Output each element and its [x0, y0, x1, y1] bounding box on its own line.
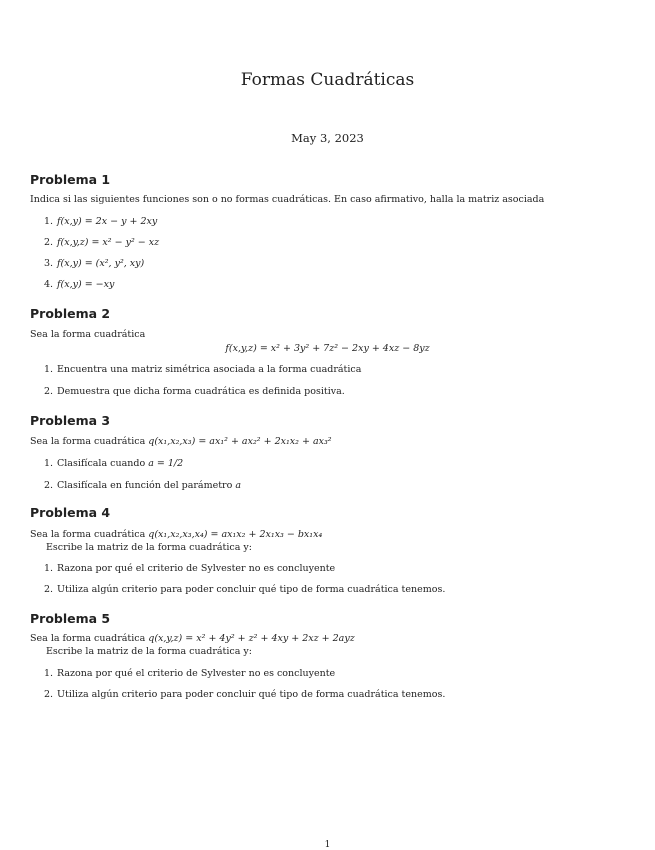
problem-3-item — [44, 458, 183, 469]
item-number: 2. — [44, 480, 54, 491]
intro-text: Sea la forma cuadrática — [30, 633, 146, 644]
problem-1-item — [44, 216, 157, 227]
item-math: f(x,y) = (x², y², xy) — [57, 258, 145, 269]
problem-2-item — [44, 386, 345, 397]
item-text: Utiliza algún criterio para poder concluir qué tipo de forma cuadrática tenemos. — [57, 584, 446, 595]
item-text: Demuestra que dicha forma cuadrática es definida positiva. — [57, 386, 345, 397]
problem-2-equation: f(x,y,z) = x² + 3y² + 7z² − 2xy + 4xz − 8yz — [225, 343, 430, 354]
item-number: 1. — [44, 216, 54, 227]
item-math: a — [235, 480, 241, 491]
intro-math: q(x₁,x₂,x₃) = ax₁² + ax₂² + 2x₁x₂ + ax₃² — [148, 436, 332, 447]
item-math: f(x,y,z) = x² − y² − xz — [57, 237, 160, 248]
intro-math: q(x₁,x₂,x₃,x₄) = ax₁x₂ + 2x₁x₃ − bx₁x₄ — [148, 529, 323, 540]
problem-4-heading: Problema 4 — [30, 505, 111, 520]
item-text: Clasifícala cuando — [57, 458, 146, 469]
item-math: f(x,y) = 2x − y + 2xy — [57, 216, 158, 227]
item-text: Razona por qué el criterio de Sylvester no es concluyente — [57, 563, 336, 574]
problem-1-intro: Indica si las siguientes funciones son o no formas cuadráticas. En caso afirmativo, halla la matriz asociada — [30, 194, 545, 205]
item-number: 2. — [44, 386, 54, 397]
item-text: Encuentra una matriz simétrica asociada a la forma cuadrática — [57, 364, 362, 375]
problem-3-intro — [30, 436, 332, 447]
problem-1-item — [44, 237, 159, 248]
problem-2-intro: Sea la forma cuadrática — [30, 329, 146, 340]
problem-1-heading: Problema 1 — [30, 172, 111, 187]
page-number: 1 — [324, 840, 331, 850]
item-number: 1. — [44, 364, 54, 375]
problem-2-heading: Problema 2 — [30, 306, 111, 321]
problem-5-item — [44, 689, 445, 700]
item-math: a = 1/2 — [148, 458, 184, 469]
item-number: 3. — [44, 258, 54, 269]
problem-4-instruction: Escribe la matriz de la forma cuadrática y: — [46, 542, 252, 553]
problem-4-item — [44, 584, 445, 595]
problem-5-item — [44, 668, 335, 679]
document-title: Formas Cuadráticas — [240, 70, 415, 90]
item-number: 2. — [44, 584, 54, 595]
problem-3-heading: Problema 3 — [30, 413, 111, 428]
item-number: 2. — [44, 237, 54, 248]
item-text: Utiliza algún criterio para poder concluir qué tipo de forma cuadrática tenemos. — [57, 689, 446, 700]
intro-math: q(x,y,z) = x² + 4y² + z² + 4xy + 2xz + 2ayz — [148, 633, 355, 644]
problem-1-item — [44, 279, 114, 290]
item-math: f(x,y) = −xy — [57, 279, 115, 290]
document-date: May 3, 2023 — [291, 131, 364, 145]
intro-text: Sea la forma cuadrática — [30, 436, 146, 447]
problem-5-instruction: Escribe la matriz de la forma cuadrática y: — [46, 646, 252, 657]
problem-5-intro — [30, 633, 355, 644]
problem-4-intro — [30, 529, 322, 540]
intro-text: Sea la forma cuadrática — [30, 529, 146, 540]
problem-5-heading: Problema 5 — [30, 611, 111, 626]
item-number: 1. — [44, 458, 54, 469]
item-number: 1. — [44, 563, 54, 574]
problem-4-item — [44, 563, 335, 574]
item-number: 4. — [44, 279, 54, 290]
item-number: 1. — [44, 668, 54, 679]
item-number: 2. — [44, 689, 54, 700]
item-text: Clasifícala en función del parámetro — [57, 480, 233, 491]
problem-1-item — [44, 258, 144, 269]
problem-2-item — [44, 364, 361, 375]
problem-3-item — [44, 480, 241, 491]
item-text: Razona por qué el criterio de Sylvester no es concluyente — [57, 668, 336, 679]
